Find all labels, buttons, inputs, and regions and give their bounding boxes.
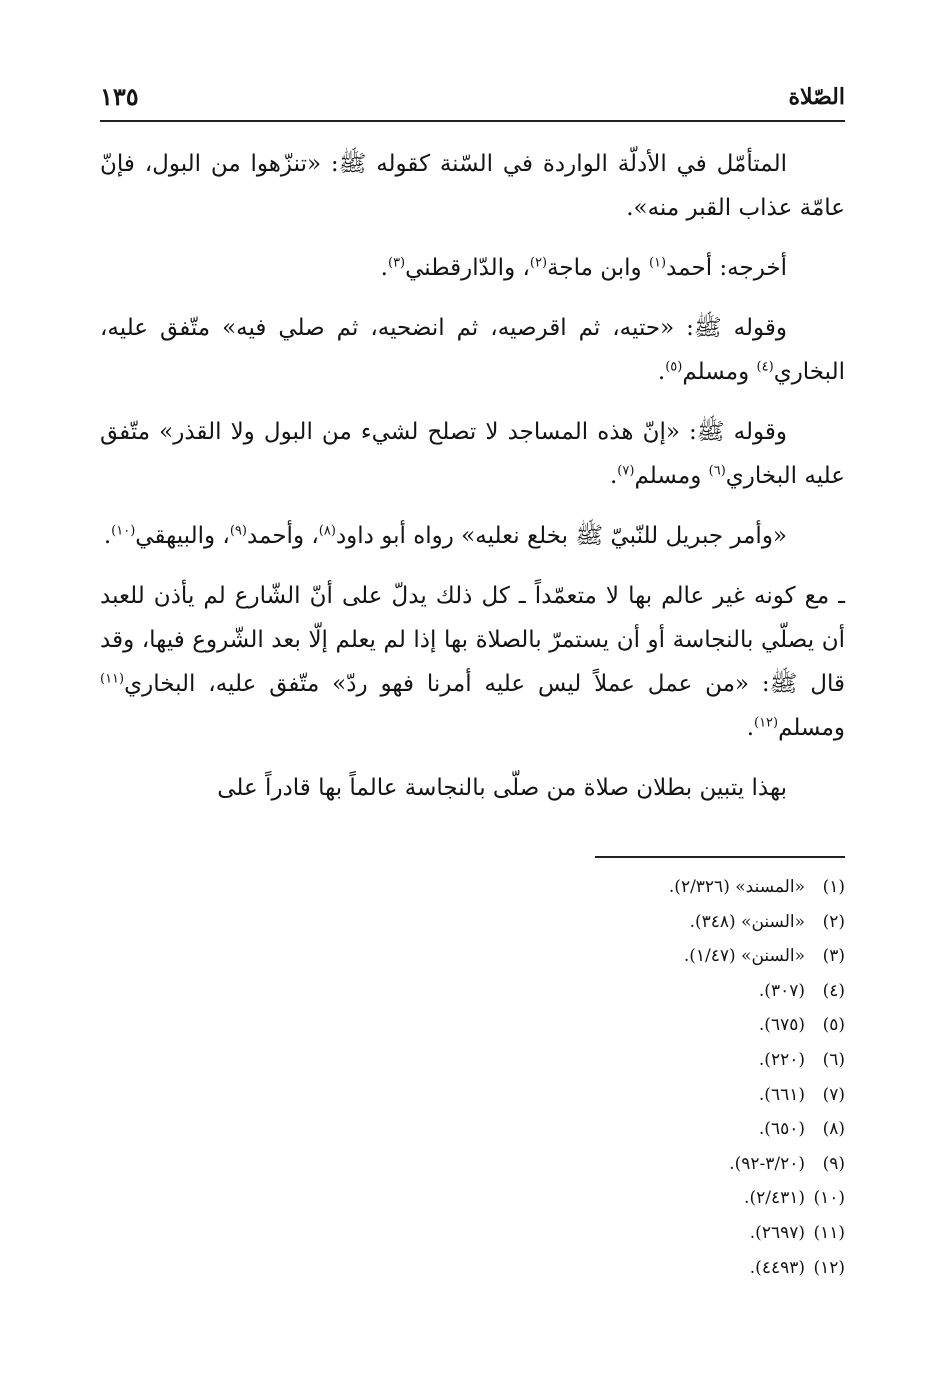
- text-segment: .: [380, 255, 388, 281]
- footnote-number: (٧): [822, 1084, 845, 1105]
- footnote-text: «السنن» (٣٤٨).: [689, 911, 805, 932]
- page-header: [100, 78, 845, 118]
- footnote-reference[interactable]: (٥): [665, 359, 683, 375]
- text-segment: .: [103, 523, 112, 549]
- footnote-reference[interactable]: (٩): [229, 523, 247, 539]
- paragraph: [100, 306, 845, 394]
- footnote: [100, 939, 845, 974]
- footnote-text: (٤٤٩٣).: [749, 1257, 805, 1278]
- footnote: [100, 1043, 845, 1078]
- footnote-reference[interactable]: (٤): [756, 359, 774, 375]
- text-segment: ـ مع كونه غير عالم بها لا متعمّداً ـ كل ذلك يدلّ على أنّ الشّارع لم يأذن للعبد أن يصلّي بالنجاسة أو أن يستمرّ بالصلاة بها إذا لم يعلم إلّا بعد الشّروع فيها، وقد قال ﷺ: «من عمل عملاً ليس عليه أمرنا فهو ردّ» متّفق عليه، البخاري: [100, 583, 845, 697]
- footnote-reference[interactable]: (٧): [617, 463, 635, 479]
- footnote-text: (٣/٢٠-٩٢).: [729, 1153, 805, 1174]
- footnote: [100, 974, 845, 1009]
- footnote-reference[interactable]: (١٢): [754, 715, 779, 731]
- footnote-text: (٦٥٠).: [758, 1119, 805, 1140]
- footnote-number: (٣): [822, 946, 845, 967]
- header-rule: [100, 120, 845, 122]
- footnote-reference[interactable]: (٣): [387, 255, 406, 271]
- footnote-text: (٦٧٥).: [758, 1015, 805, 1036]
- footnote: [100, 1216, 845, 1251]
- text-segment: ، والدّارقطني: [405, 255, 530, 281]
- text-segment: أخرجه: أحمد: [666, 255, 787, 281]
- footnote-reference[interactable]: (٨): [318, 523, 336, 539]
- footnote-separator: [595, 856, 845, 858]
- text-segment: وقوله ﷺ: «إنّ هذه المساجد لا تصلح لشيء من البول ولا القذر» متّفق عليه البخاري: [100, 419, 845, 489]
- paragraph: [100, 514, 845, 558]
- text-segment: المتأمّل في الأدلّة الواردة في السّنة كقوله ﷺ: «تنزّهوا من البول، فإنّ عامّة عذاب القبر منه».: [100, 151, 845, 221]
- footnote-text: (٦٦١).: [758, 1084, 805, 1105]
- footnote-number: (١٠): [813, 1188, 845, 1209]
- footnote-text: (٢٦٩٧).: [749, 1222, 805, 1243]
- paragraph: [100, 574, 845, 750]
- book-page: [100, 78, 845, 1308]
- text-segment: وابن ماجة: [547, 255, 649, 281]
- footnote-text: (٢/٤٣١).: [744, 1188, 805, 1209]
- body-text: [100, 142, 845, 826]
- footnote-text: (٣٠٧).: [758, 980, 805, 1001]
- text-segment: وقوله ﷺ: «حتيه، ثم اقرصيه، ثم انضحيه، ثم صلي فيه» متّفق عليه، البخاري: [100, 315, 845, 385]
- footnote-reference[interactable]: (٢): [529, 255, 548, 271]
- text-segment: .: [609, 463, 618, 489]
- footnote-number: (٥): [822, 1015, 845, 1036]
- page-number: ١٣٥: [100, 82, 139, 111]
- text-segment: ، والبيهقي: [135, 523, 230, 549]
- footnote: [100, 1008, 845, 1043]
- footnote-text: (٢٢٠).: [758, 1049, 805, 1070]
- paragraph: [100, 246, 845, 290]
- text-segment: .: [657, 359, 666, 385]
- footnote-reference[interactable]: (١١): [100, 671, 125, 687]
- text-segment: ، وأحمد: [246, 523, 319, 549]
- paragraph: [100, 142, 845, 230]
- footnote-number: (٢): [822, 911, 845, 932]
- text-segment: ومسلم: [682, 359, 757, 385]
- footnote: [100, 905, 845, 940]
- text-segment: .: [746, 715, 754, 741]
- footnote-text: «السنن» (١/٤٧).: [683, 946, 805, 967]
- text-segment: ومسلم: [634, 463, 709, 489]
- footnote: [100, 1147, 845, 1182]
- footnote-number: (٤): [822, 980, 845, 1001]
- running-title: الصّلاة: [788, 84, 845, 110]
- text-segment: ومسلم: [778, 715, 845, 741]
- footnote: [100, 1181, 845, 1216]
- paragraph: [100, 410, 845, 498]
- footnote: [100, 1251, 845, 1286]
- footnote-number: (٦): [822, 1049, 845, 1070]
- paragraph: [100, 766, 845, 810]
- text-segment: «وأمر جبريل للنّبيّ ﷺ بخلع نعليه» رواه أبو داود: [335, 523, 787, 549]
- text-segment: بهذا يتبين بطلان صلاة من صلّى بالنجاسة عالماً بها قادراً على: [217, 775, 787, 801]
- footnotes: [100, 870, 845, 1285]
- footnote-number: (٩): [822, 1153, 845, 1174]
- footnote-reference[interactable]: (١): [648, 255, 667, 271]
- footnote: [100, 1112, 845, 1147]
- footnote: [100, 870, 845, 905]
- footnote-number: (١٢): [813, 1257, 845, 1278]
- footnote-reference[interactable]: (٦): [708, 463, 726, 479]
- footnote-text: «المسند» (٢/٣٢٦).: [668, 877, 805, 897]
- footnote: [100, 1078, 845, 1113]
- footnote-number: (١١): [813, 1222, 845, 1243]
- footnote-number: (١): [822, 877, 845, 897]
- footnote-reference[interactable]: (١٠): [111, 523, 136, 539]
- footnote-number: (٨): [822, 1119, 845, 1140]
